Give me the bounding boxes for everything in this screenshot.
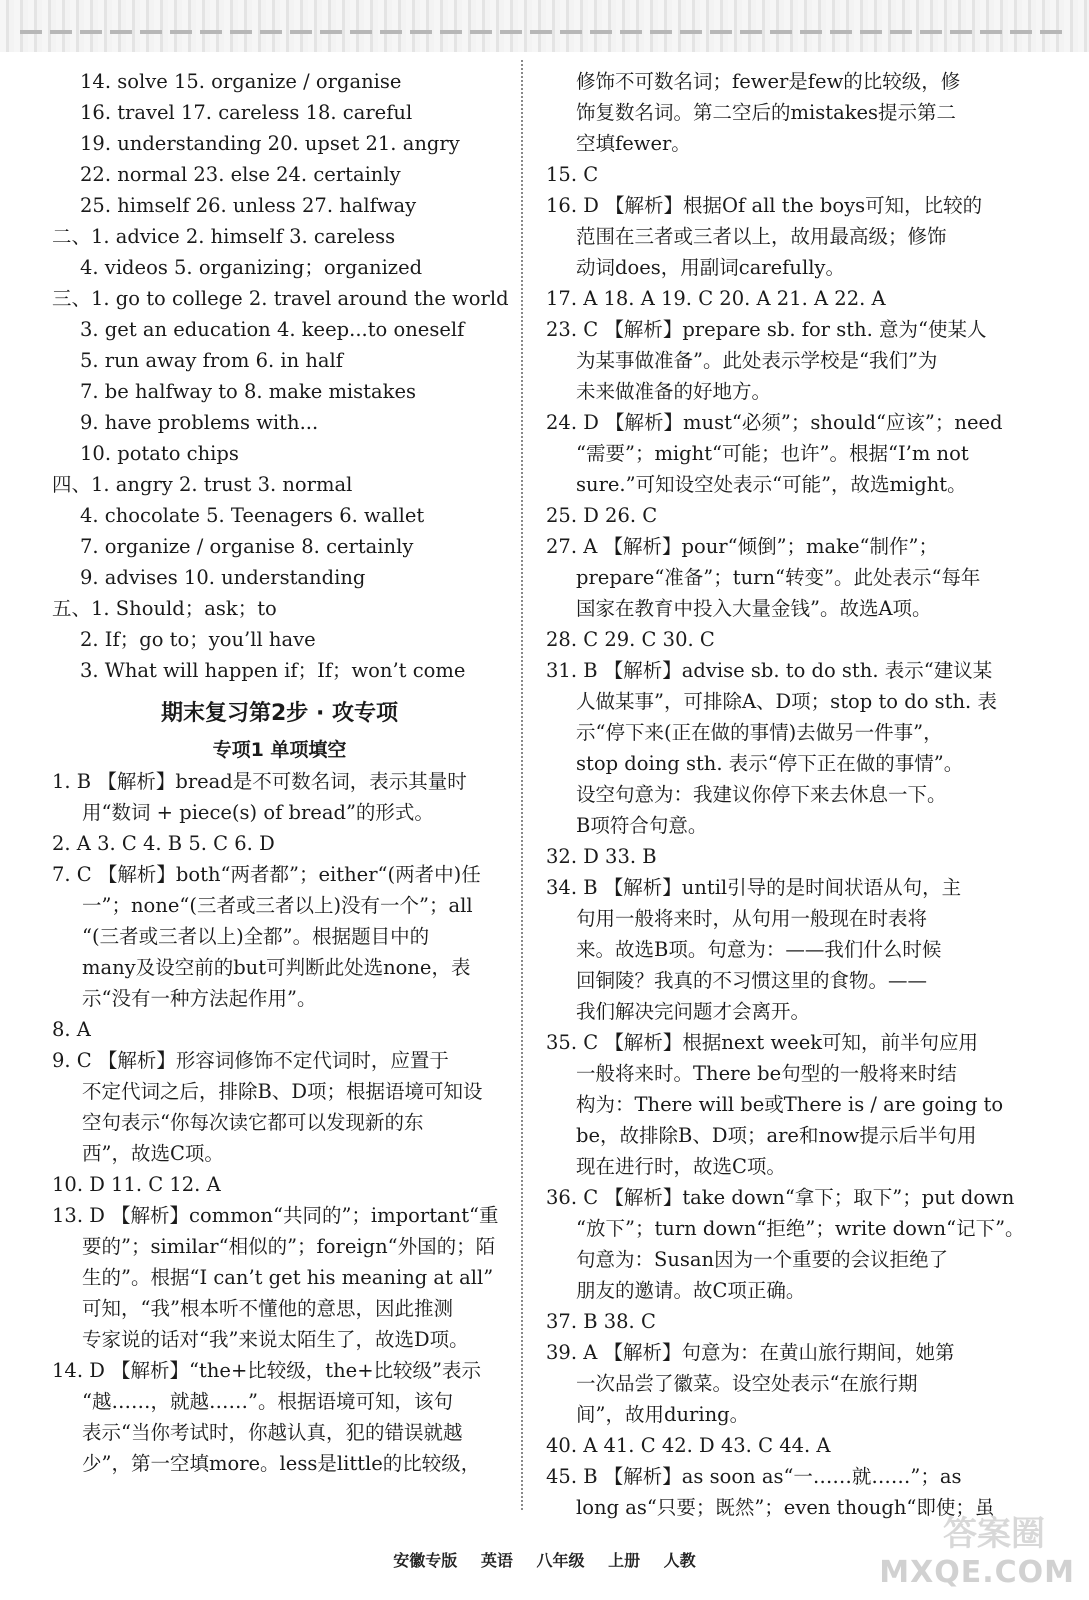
answer-line: 9. have problems with... bbox=[80, 411, 319, 434]
left-column bbox=[52, 66, 507, 1479]
choice-answer-line: 少”，第一空填more。less是little的比较级， bbox=[82, 1452, 481, 1475]
explanation-line: 构为：There will be或There is / are going to bbox=[576, 1093, 1004, 1116]
watermark-logo bbox=[875, 1500, 1075, 1590]
footer-edition: 安徽专版 bbox=[393, 1551, 458, 1570]
explanation-line: 一次品尝了徽菜。设空处表示“在旅行期 bbox=[576, 1372, 918, 1395]
answer-explanations bbox=[546, 66, 1036, 1523]
answer-line: 10. potato chips bbox=[80, 442, 239, 465]
explanation-line: 间”，故用during。 bbox=[576, 1403, 750, 1426]
choice-answer-line: “越……，就越……”。根据语境可知，该句 bbox=[82, 1390, 453, 1413]
explanation-line: stop doing sth. 表示“停下正在做的事情”。 bbox=[576, 752, 964, 775]
explanation-line: 我们解决完问题才会离开。 bbox=[576, 1000, 811, 1023]
answer-line: 19. understanding 20. upset 21. angry bbox=[80, 132, 460, 155]
explanation-line: 一般将来时。There be句型的一般将来时结 bbox=[576, 1062, 957, 1085]
explanation-line: 回铜陵？我真的不习惯这里的食物。—— bbox=[576, 969, 928, 992]
multiple-choice-answers bbox=[52, 766, 507, 1479]
explanation-line: 32. D 33. B bbox=[546, 845, 657, 868]
choice-answer-line: 2. A 3. C 4. B 5. C 6. D bbox=[52, 832, 275, 855]
explanation-line: 来。故选B项。句意为：——我们什么时候 bbox=[576, 938, 942, 961]
explanation-line: 31. B 【解析】advise sb. to do sth. 表示“建议某 bbox=[546, 659, 993, 682]
choice-answer-line: 1. B 【解析】bread是不可数名词，表示其量时 bbox=[52, 770, 467, 793]
choice-answer-line: 8. A bbox=[52, 1018, 91, 1041]
choice-answer-line: 表示“当你考试时，你越认真，犯的错误就越 bbox=[82, 1421, 463, 1444]
footer-grade: 八年级 bbox=[536, 1551, 585, 1570]
explanation-line: 句意为：Susan因为一个重要的会议拒绝了 bbox=[576, 1248, 949, 1271]
answer-line: 四、1. angry 2. trust 3. normal bbox=[52, 473, 353, 496]
answer-line: 25. himself 26. unless 27. halfway bbox=[80, 194, 417, 217]
explanation-line: 23. C 【解析】prepare sb. for sth. 意为“使某人 bbox=[546, 318, 987, 341]
answer-line: 9. advises 10. understanding bbox=[80, 566, 366, 589]
watermark-site: MXQE.COM bbox=[879, 1555, 1075, 1590]
answer-line: 16. travel 17. careless 18. careful bbox=[80, 101, 413, 124]
explanation-line: 45. B 【解析】as soon as“一……就……”；as bbox=[546, 1465, 962, 1488]
choice-answer-line: many及设空前的but可判断此处选none，表 bbox=[82, 956, 471, 979]
explanation-line: 37. B 38. C bbox=[546, 1310, 656, 1333]
explanation-line: 句用一般将来时，从句用一般现在时表将 bbox=[576, 907, 928, 930]
answer-line: 3. What will happen if；If；won’t come bbox=[80, 659, 466, 682]
explanation-line: 34. B 【解析】until引导的是时间状语从句，主 bbox=[546, 876, 962, 899]
explanation-line: B项符合句意。 bbox=[576, 814, 708, 837]
choice-answer-line: 10. D 11. C 12. A bbox=[52, 1173, 221, 1196]
explanation-line: 39. A 【解析】句意为：在黄山旅行期间，她第 bbox=[546, 1341, 955, 1364]
explanation-line: 28. C 29. C 30. C bbox=[546, 628, 715, 651]
answer-line: 三、1. go to college 2. travel around the world bbox=[52, 287, 509, 310]
choice-answer-line: 专家说的话对“我”来说太陌生了，故选D项。 bbox=[82, 1328, 469, 1351]
choice-answer-line: 示“没有一种方法起作用”。 bbox=[82, 987, 317, 1010]
answer-line: 五、1. Should；ask；to bbox=[52, 597, 277, 620]
explanation-line: long as“只要；既然”；even though“即使；虽 bbox=[576, 1496, 995, 1519]
choice-answer-line: 7. C 【解析】both“两者都”；either“(两者中)任 bbox=[52, 863, 481, 886]
explanation-line: 35. C 【解析】根据next week可知，前半句应用 bbox=[546, 1031, 979, 1054]
choice-answer-line: 用“数词 + piece(s) of bread”的形式。 bbox=[82, 801, 434, 824]
answer-line: 2. If；go to；you’ll have bbox=[80, 628, 316, 651]
explanation-line: 15. C bbox=[546, 163, 599, 186]
explanation-line: 40. A 41. C 42. D 43. C 44. A bbox=[546, 1434, 831, 1457]
explanation-line: 人做某事”，可排除A、D项；stop to do sth. 表 bbox=[576, 690, 997, 713]
choice-answer-line: 14. D 【解析】“the+比较级，the+比较级”表示 bbox=[52, 1359, 482, 1382]
choice-answer-line: 13. D 【解析】common“共同的”；important“重 bbox=[52, 1204, 499, 1227]
choice-answer-line: “(三者或三者以上)全都”。根据题目中的 bbox=[82, 925, 430, 948]
choice-answer-line: 生的”。根据“I can’t get his meaning at all” bbox=[82, 1266, 494, 1289]
explanation-line: 17. A 18. A 19. C 20. A 21. A 22. A bbox=[546, 287, 886, 310]
watermark-logo-text: 答案圈 bbox=[943, 1514, 1045, 1554]
explanation-line: 24. D 【解析】must“必须”；should“应该”；need bbox=[546, 411, 1003, 434]
explanation-line: “需要”；might“可能；也许”。根据“I’m not bbox=[576, 442, 969, 465]
choice-answer-line: 一”；none“(三者或三者以上)没有一个”；all bbox=[82, 894, 473, 917]
explanation-line: 36. C 【解析】take down“拿下；取下”；put down bbox=[546, 1186, 1015, 1209]
footer-subject: 英语 bbox=[480, 1551, 513, 1570]
choice-answer-line: 西”，故选C项。 bbox=[82, 1142, 224, 1165]
answer-line: 14. solve 15. organize / organise bbox=[80, 70, 402, 93]
choice-answer-line: 空句表示“你每次读它都可以发现新的东 bbox=[82, 1111, 424, 1134]
explanation-line: be，故排除B、D项；are和now提示后半句用 bbox=[576, 1124, 977, 1147]
explanation-line: 16. D 【解析】根据Of all the boys可知，比较的 bbox=[546, 194, 983, 217]
answer-line: 7. be halfway to 8. make mistakes bbox=[80, 380, 417, 403]
answer-line: 4. videos 5. organizing；organized bbox=[80, 256, 423, 279]
answer-line: 二、1. advice 2. himself 3. careless bbox=[52, 225, 396, 248]
explanation-line: 为某事做准备”。此处表示学校是“我们”为 bbox=[576, 349, 938, 372]
explanation-line: 范围在三者或三者以上，故用最高级；修饰 bbox=[576, 225, 947, 248]
explanation-line: 饰复数名词。第二空后的mistakes提示第二 bbox=[576, 101, 957, 124]
explanation-line: 修饰不可数名词；fewer是few的比较级，修 bbox=[576, 70, 961, 93]
answer-line: 5. run away from 6. in half bbox=[80, 349, 344, 372]
choice-answer-line: 不定代词之后，排除B、D项；根据语境可知设 bbox=[82, 1080, 483, 1103]
explanation-line: 示“停下来(正在做的事情)去做另一件事”， bbox=[576, 721, 943, 744]
explanation-line: “放下”；turn down“拒绝”；write down“记下”。 bbox=[576, 1217, 1025, 1240]
footer-publisher: 人教 bbox=[663, 1551, 696, 1570]
footer-volume: 上册 bbox=[608, 1551, 641, 1570]
explanation-line: 25. D 26. C bbox=[546, 504, 658, 527]
answer-line: 22. normal 23. else 24. certainly bbox=[80, 163, 401, 186]
choice-answer-line: 9. C 【解析】形容词修饰不定代词时，应置于 bbox=[52, 1049, 449, 1072]
explanation-line: 27. A 【解析】pour“倾倒”；make“制作”； bbox=[546, 535, 938, 558]
answer-line: 3. get an education 4. keep...to oneself bbox=[80, 318, 465, 341]
page-header-decoration bbox=[0, 0, 1089, 52]
explanation-line: 国家在教育中投入大量金钱”。故选A项。 bbox=[576, 597, 932, 620]
answer-line: 4. chocolate 5. Teenagers 6. wallet bbox=[80, 504, 425, 527]
explanation-line: sure.”可知设空处表示“可能”，故选might。 bbox=[576, 473, 967, 496]
explanation-line: 设空句意为：我建议你停下来去休息一下。 bbox=[576, 783, 947, 806]
choice-answer-line: 可知，“我”根本听不懂他的意思，因此推测 bbox=[82, 1297, 453, 1320]
explanation-line: prepare“准备”；turn“转变”。此处表示“每年 bbox=[576, 566, 981, 589]
answer-line: 7. organize / organise 8. certainly bbox=[80, 535, 414, 558]
right-column bbox=[546, 66, 1036, 1523]
explanation-line: 现在进行时，故选C项。 bbox=[576, 1155, 786, 1178]
explanation-line: 朋友的邀请。故C项正确。 bbox=[576, 1279, 806, 1302]
section-subheading: 专项1 单项填空 bbox=[212, 739, 347, 761]
explanation-line: 未来做准备的好地方。 bbox=[576, 380, 772, 403]
choice-answer-line: 要的”；similar“相似的”；foreign“外国的；陌 bbox=[82, 1235, 496, 1258]
explanation-line: 动词does，用副词carefully。 bbox=[576, 256, 845, 279]
fill-in-answers bbox=[52, 66, 507, 686]
column-divider bbox=[521, 60, 523, 1510]
explanation-line: 空填fewer。 bbox=[576, 132, 691, 155]
section-heading: 期末复习第2步 · 攻专项 bbox=[161, 701, 398, 726]
